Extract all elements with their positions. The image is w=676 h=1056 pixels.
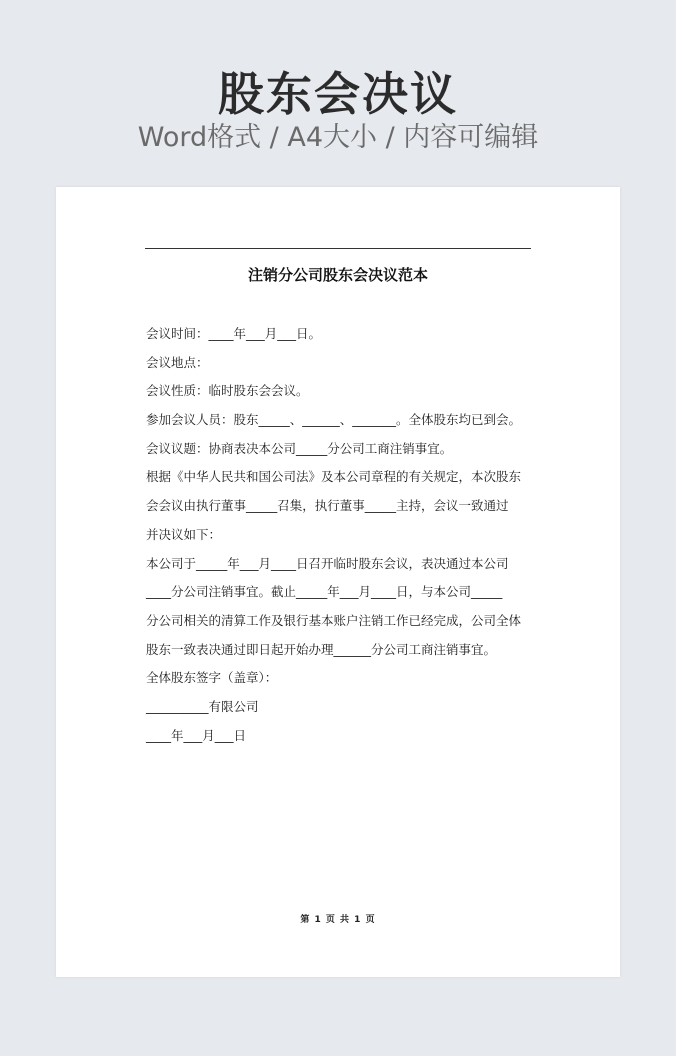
- resolution-paragraph-line: 本公司于_____年___月____日召开临时股东会议，表决通过本公司: [146, 555, 509, 571]
- page-subtitle: Word格式 / A4大小 / 内容可编辑: [137, 122, 539, 153]
- body-paragraph-line: 会会议由执行董事_____召集，执行董事_____主持，会议一致通过: [146, 498, 509, 514]
- meeting-time-line: 会议时间：____年___月___日。: [146, 326, 322, 341]
- document-page: [56, 187, 620, 977]
- page-number: 第 1 页 共 1 页: [300, 915, 376, 925]
- agenda-line: 会议议题：协商表决本公司_____分公司工商注销事宜。: [146, 440, 453, 456]
- date-line: ____年___月___日: [146, 727, 247, 743]
- meeting-place-line: 会议地点：: [146, 354, 209, 370]
- attendees-line: 参加会议人员：股东_____、______、_______。全体股东均已到会。: [146, 412, 522, 428]
- page-title: 股东会决议: [218, 67, 458, 121]
- signature-label: 全体股东签字（盖章）：: [146, 670, 278, 686]
- resolution-paragraph-line: 分公司相关的清算工作及银行基本账户注销工作已经完成，公司全体: [146, 612, 522, 628]
- body-paragraph-line: 并决议如下：: [146, 526, 222, 542]
- document-body: [146, 320, 536, 750]
- body-paragraph-line: 根据《中华人民共和国公司法》及本公司章程的有关规定，本次股东: [146, 469, 522, 485]
- resolution-paragraph-line: ____分公司注销事宜。截止_____年___月____日，与本公司_____: [146, 584, 503, 600]
- resolution-paragraph-line: 股东一致表决通过即日起开始办理______分公司工商注销事宜。: [146, 641, 497, 657]
- header-rule: [145, 248, 531, 249]
- document-title: 注销分公司股东会决议范本: [247, 266, 428, 284]
- meeting-nature-line: 会议性质：临时股东会会议。: [146, 383, 309, 399]
- company-name-line: __________有限公司: [146, 698, 259, 714]
